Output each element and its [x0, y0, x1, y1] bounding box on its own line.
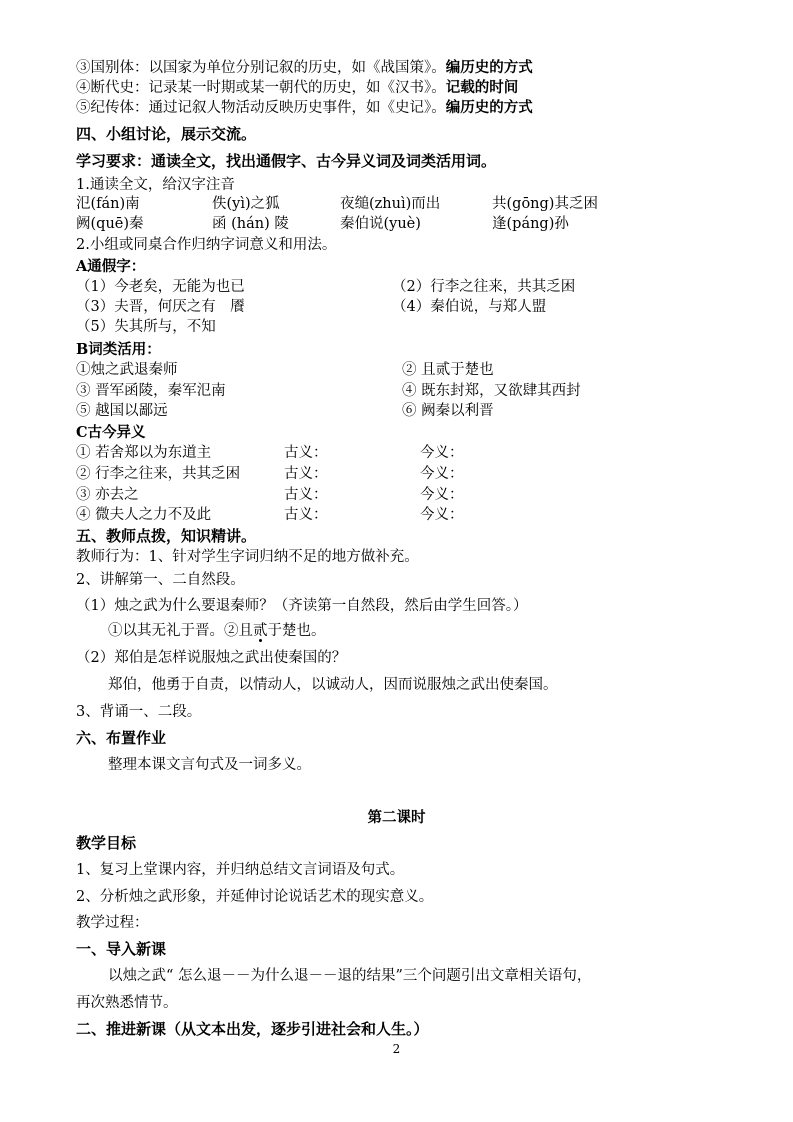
tongjiazi-item: （1）今老矣，无能为也已 [76, 279, 245, 295]
question-1: （1）烛之武为什么要退秦师？（齐读第一自然段，然后由学生回答。） [76, 598, 528, 614]
task-1: 1.通读全文，给汉字注音 [76, 177, 235, 193]
tongjiazi-item: （5）失其所与，不知 [76, 319, 216, 335]
homework-line: 整理本课文言句式及一词多义。 [108, 757, 311, 773]
answer-2: 郑伯，他勇于自责，以情动人，以诚动人，因而说服烛之武出使秦国。 [108, 677, 558, 693]
task-2: 2.小组或同桌合作归纳字词意义和用法。 [76, 237, 337, 253]
pinyin-item: 秦伯说(yuè) [340, 216, 421, 232]
jin-meaning-label: 今义： [420, 466, 464, 482]
tongjiazi-item: （2）行李之往来，共其乏困 [392, 279, 576, 295]
gujinyiyi-item: ③ 亦去之 [76, 487, 139, 503]
teaching-process-label: 教学过程： [76, 915, 149, 931]
section-4-heading: 四、小组讨论，展示交流。 [76, 125, 257, 143]
jizhuanti-line: ⑤纪传体：通过记叙人物活动反映历史事件，如《史记》。编历史的方式 [76, 99, 533, 116]
gu-meaning-label: 古义： [284, 466, 328, 482]
teacher-action-line: 教师行为：1、针对学生字词归纳不足的地方做补充。 [76, 549, 419, 565]
step-1-line-2: 再次熟悉情节。 [76, 995, 178, 1011]
step-2-heading: 二、推进新课（从文本出发，逐步引进社会和人生。） [76, 1020, 429, 1038]
cileihuoyong-item: ①烛之武退秦师 [76, 362, 178, 378]
cileihuoyong-item: ② 且贰于楚也 [402, 362, 494, 378]
answer-1: ①以其无礼于晋。②且贰于楚也。 [108, 623, 326, 639]
pinyin-item: 氾(fán)南 [76, 196, 140, 212]
gujinyiyi-item: ① 若舍郑以为东道主 [76, 445, 212, 461]
pinyin-item: 逢(páng)孙 [492, 216, 569, 232]
cileihuoyong-item: ⑥ 阙秦以利晋 [402, 403, 494, 419]
pinyin-item: 函 (hán) 陵 [212, 216, 289, 232]
recite-line: 3、背诵一、二段。 [76, 704, 202, 720]
section-6-heading: 六、布置作业 [76, 729, 167, 747]
tongjiazi-title: A通假字： [76, 258, 146, 275]
pinyin-item: 阙(quē)秦 [76, 216, 144, 232]
pinyin-item: 夜缒(zhuì)而出 [340, 196, 441, 212]
tongjiazi-item: （4）秦伯说，与郑人盟 [392, 299, 547, 315]
cileihuoyong-item: ⑤ 越国以鄙远 [76, 403, 168, 419]
cileihuoyong-item: ④ 既东封郑，又欲肆其西封 [402, 383, 581, 399]
page-number: 2 [392, 1042, 401, 1056]
step-1-line-1: 以烛之武“ 怎么退－－为什么退－－退的结果”三个问题引出文章相关语句， [108, 968, 592, 984]
lesson-2-title: 第二课时 [367, 809, 426, 826]
gujinyiyi-title: C古今异义 [76, 424, 146, 441]
tongjiazi-item: （3）夫晋，何厌之有 餍 [76, 299, 245, 315]
teaching-goals-heading: 教学目标 [76, 834, 137, 852]
gu-meaning-label: 古义： [284, 487, 328, 503]
section-5-heading: 五、教师点拨，知识精讲。 [76, 527, 257, 545]
goal-1: 1、复习上堂课内容，并归纳总结文言词语及句式。 [76, 862, 405, 878]
question-2: （2）郑伯是怎样说服烛之武出使秦国的？ [76, 650, 347, 666]
cileihuoyong-title: B词类活用： [76, 341, 161, 358]
gujinyiyi-item: ④ 微夫人之力不及此 [76, 507, 212, 523]
duandaishi-line: ④断代史：记录某一时期或某一朝代的历史，如《汉书》。记载的时间 [76, 79, 519, 96]
study-requirement: 学习要求：通读全文，找出通假字、古今异义词及词类活用词。 [76, 152, 497, 170]
jin-meaning-label: 今义： [420, 507, 464, 523]
gu-meaning-label: 古义： [284, 507, 328, 523]
cileihuoyong-item: ③ 晋军函陵，秦军氾南 [76, 383, 226, 399]
pinyin-item: 佚(yì)之狐 [212, 196, 280, 212]
guobieti-line: ③国别体：以国家为单位分别记叙的历史，如《战国策》。编历史的方式 [76, 59, 533, 76]
pinyin-item: 共(gōng)其乏困 [492, 196, 598, 212]
gujinyiyi-item: ② 行李之往来，共其乏困 [76, 466, 241, 482]
goal-2: 2、分析烛之武形象，并延伸讨论说话艺术的现实意义。 [76, 889, 434, 905]
jin-meaning-label: 今义： [420, 445, 464, 461]
gu-meaning-label: 古义： [284, 445, 328, 461]
jin-meaning-label: 今义： [420, 487, 464, 503]
explain-paragraphs-line: 2、讲解第一、二自然段。 [76, 572, 245, 588]
step-1-heading: 一、导入新课 [76, 940, 167, 958]
